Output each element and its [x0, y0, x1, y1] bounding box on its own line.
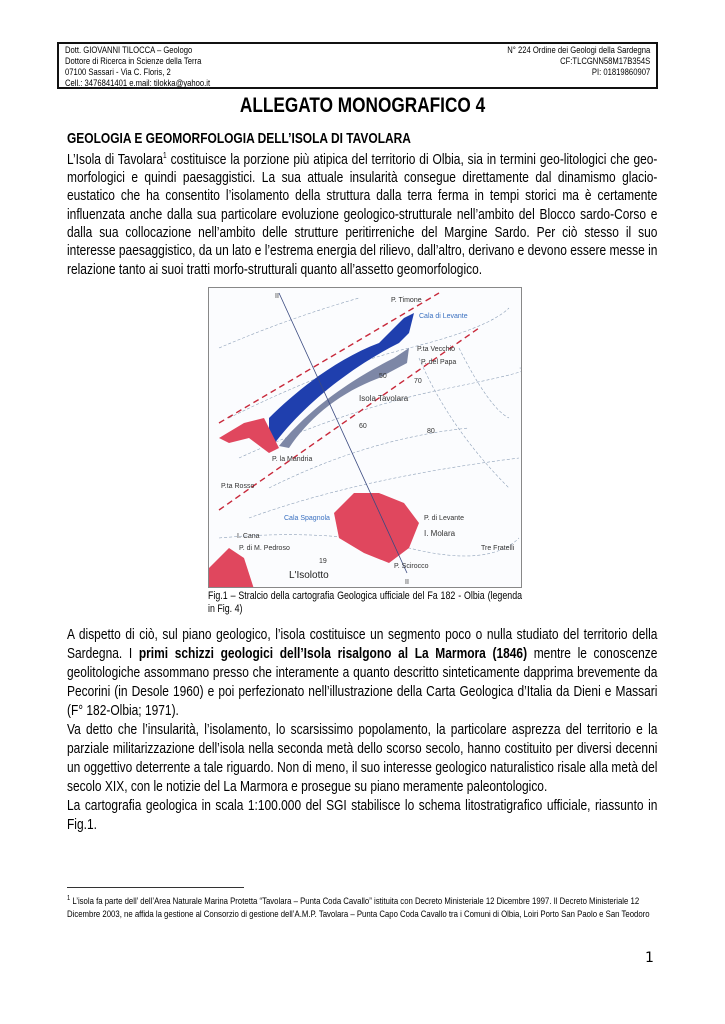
map-label: P. la Mandria: [272, 456, 313, 463]
author-name: Dott. GIOVANNI TILOCCA – Geologo: [65, 45, 193, 55]
map-label: Cala Spagnola: [284, 515, 330, 522]
map-label: P. Timone: [391, 297, 422, 304]
page-title: [0, 94, 725, 118]
vat-number: PI: 01819860907: [591, 67, 650, 77]
map-label: P.ta Vecchio: [417, 346, 456, 353]
page-title-text: ALLEGATO MONOGRAFICO 4: [239, 94, 486, 117]
order-registration: N° 224 Ordine dei Geologi della Sardegna: [507, 45, 650, 55]
map-label: P. del Papa: [421, 359, 457, 366]
map-label: I. Cana: [237, 533, 260, 540]
contour-value: 80: [427, 428, 435, 435]
letterhead-left: [65, 45, 210, 89]
footnote-text: L’isola fa parte dell’ dell’Area Naturale Marina Protetta “Tavolara – Punta Coda Cavallo” istituita con Decreto Ministeriale 12 Dicembre 1997. Il Decreto Ministeriale 12 Dicembre 2003, ne affida la gestione al Consorzio di gestione dell’A.M.P. Tavolara – Punta Capo Coda Cavallo tra i Comuni di Olbia, Loiri Porto San Paolo e San Teodoro: [67, 896, 650, 920]
map-label: I. Molara: [424, 529, 456, 538]
para-text: costituisce la porzione più atipica del territorio di Olbia, sia in termini geo-litologici che geo-morfologici e quindi paesaggistici. La sua attuale insularità consegue direttamente dal dinamismo glacio-eustatico che ha consentito l’isolamento della struttura dalla terra ferma in tempi storici ma è certamente influenzata anche dalla sua particolare evoluzione geologico-strutturale nell’ambito del Blocco sardo-Corso e dalla sua collocazione nell’ambito delle strutture peritirreniche del Margine Sardo. Per ciò stesso il suo interesse paesaggistico, da un lato e l’estrema energia del rilievo, dall’altro, derivano e devono essere messe in relazione tanto ai suoi tratti morfo-strutturali quanto all’assetto geomorfologico.: [67, 151, 658, 278]
granite-molara: [334, 493, 419, 563]
para-text: mentre le conoscenze geolitologiche assommano presso che interamente a quanto descritto sinteticamente dapprima brevemente da Pecorini (in Desole 1960) e poi perfezionato nell’illustrazione della Carta Geologica d’Italia da Dieni e Massari (F° 182-Olbia; 1971).: [67, 646, 658, 719]
contour-value: 70: [414, 378, 422, 385]
letterhead: [57, 42, 658, 89]
map-label: II: [405, 579, 409, 586]
map-label: II: [275, 293, 279, 300]
footnote: [67, 893, 658, 921]
para-bold: primi schizzi geologici dell’Isola risalgono al La Marmora (1846): [138, 646, 528, 662]
map-label: Isola Tavolara: [359, 394, 409, 403]
para-line: [67, 626, 657, 721]
footnote-number: 1: [67, 895, 71, 902]
para-text: La cartografia geologica in scala 1:100.000 del SGI stabilisce lo schema litostratigrafico ufficiale, riassunto in Fig.1.: [67, 798, 658, 833]
paragraph-intro: [67, 147, 657, 279]
fault-line: [219, 328, 479, 510]
map-label-isolotto: L'Isolotto: [289, 570, 329, 581]
contour-value: 50: [379, 373, 387, 380]
para-text: A dispetto di ciò, sul piano geologico, l’isola costituisce un segmento poco o nulla studiato del territorio della Sardegna. I: [67, 627, 658, 662]
author-address: 07100 Sassari - Via C. Floris, 2: [65, 67, 171, 77]
contour-value: 19: [319, 558, 327, 565]
geologic-map-figure: [208, 287, 522, 588]
paragraph-history: [67, 626, 657, 835]
page-number: 1: [645, 950, 654, 966]
figure-caption: Fig.1 – Stralcio della cartografia Geologica ufficiale del Fa 182 - Olbia (legenda in Fig. 4): [208, 590, 523, 615]
footnote-ref[interactable]: 1: [163, 151, 167, 160]
map-label: P. di M. Pedroso: [239, 545, 290, 552]
para-text: L’Isola di Tavolara: [67, 151, 164, 168]
map-label: Cala di Levante: [419, 313, 468, 320]
para-text: Va detto che l’insularità, l’isolamento, lo scarsissimo popolamento, la particolare asprezza del territorio e la parziale militarizzazione dell’isola nella seconda metà dello scorso secolo, hanno costituito per diversi decenni un oggettivo deterrente a tale riguardo. Non di meno, il suo interesse geologico naturalistico risale alla metà del secolo XIX, con le notizie del La Marmora e prosegue su piano meramente paleontologico.: [67, 722, 658, 795]
fiscal-code: CF:TLCGNN58M17B354S: [559, 56, 650, 66]
map-label: P.ta Rosso: [221, 483, 255, 490]
author-title: Dottore di Ricerca in Scienze della Terra: [65, 56, 202, 66]
map-label: P. di Levante: [424, 515, 464, 522]
map-label: P. Scirocco: [394, 563, 429, 570]
section-heading: GEOLOGIA E GEOMORFOLOGIA DELL’ISOLA DI TAVOLARA: [67, 131, 411, 147]
author-contact: Cell.: 3476841401 e.mail: tilokka@yahoo.it: [65, 78, 211, 88]
footnote-separator: [67, 887, 244, 888]
letterhead-right: [507, 45, 650, 78]
map-label: Tre Fratelli: [481, 545, 515, 552]
contour-value: 60: [359, 423, 367, 430]
granite-mainland: [209, 548, 254, 588]
